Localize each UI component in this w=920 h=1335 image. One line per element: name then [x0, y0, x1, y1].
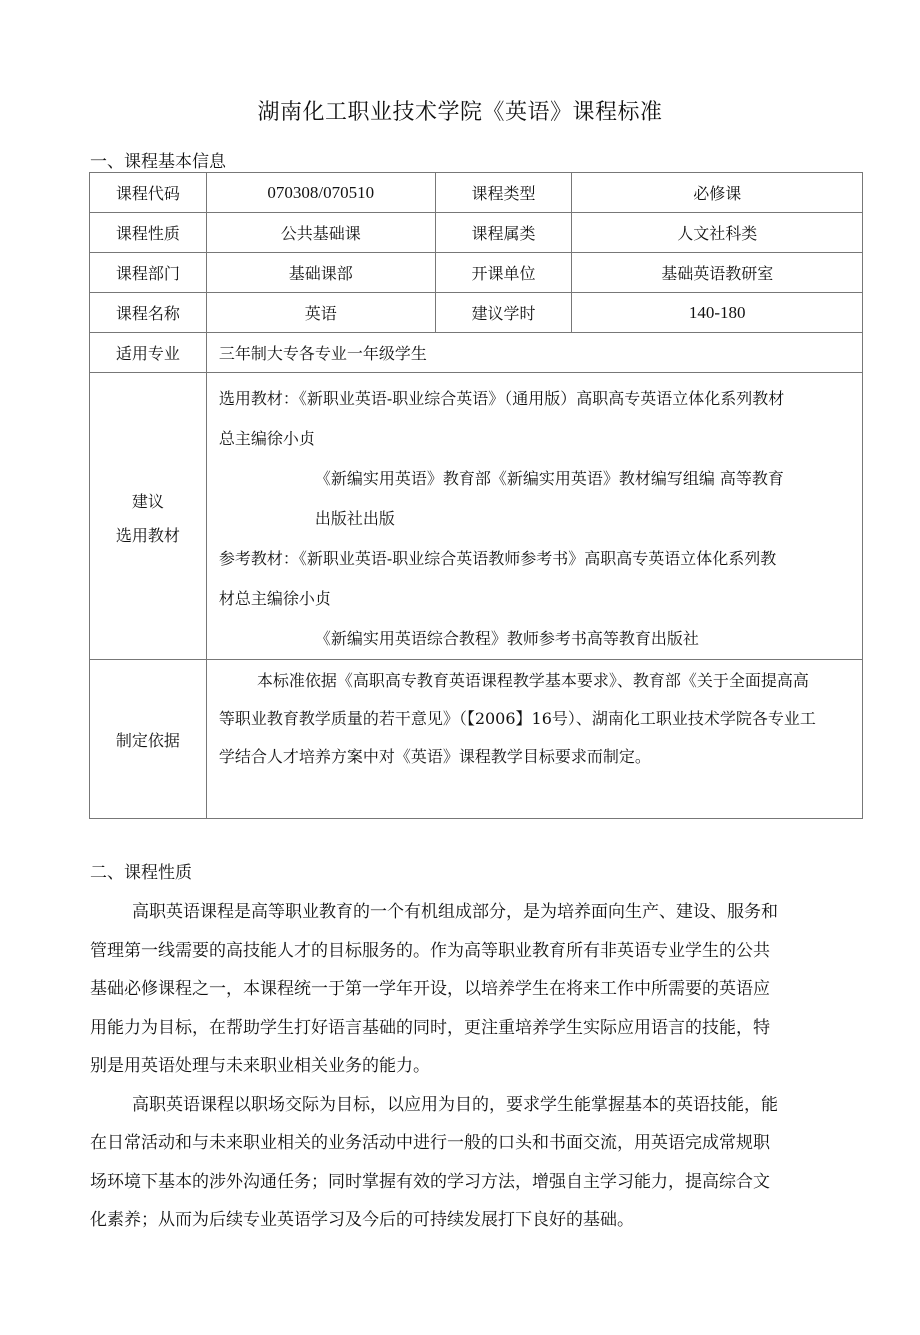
reference-secondary: 《新编实用英语综合教程》教师参考书高等教育出版社 — [314, 629, 699, 648]
label-course-department: 课程部门 — [90, 253, 207, 293]
label-course-type: 课程类型 — [435, 173, 572, 213]
label-course-name: 课程名称 — [90, 293, 207, 333]
label-applicable-major: 适用专业 — [90, 333, 207, 373]
label-textbooks-line1: 建议 — [131, 492, 164, 511]
table-row — [90, 293, 863, 333]
label-textbooks-line2: 选用教材 — [115, 526, 180, 545]
label-course-code: 课程代码 — [90, 173, 207, 213]
value-course-code: 070308/070510 — [206, 173, 435, 213]
nature-paragraph-2: 高职英语课程以职场交际为目标，以应用为目的，要求学生能掌握基本的英语技能，能在日常活动和与未来职业相关的业务活动中进行一般的口头和书面交流，用英语完成常规职场环境下基本的涉外沟通任务；同时掌握有效的学习方法，增强自主学习能力，提高综合文化素养；从而为后续专业英语学习及今后的可持续发展打下良好的基础。 — [90, 1094, 778, 1230]
course-nature-body — [90, 893, 785, 1240]
table-row — [90, 660, 863, 819]
textbook-primary: 选用教材：《新职业英语-职业综合英语》（通用版）高职高专英语立体化系列教材总主编徐小贞 — [218, 389, 785, 448]
course-info-table — [89, 172, 863, 819]
label-suggested-hours: 建议学时 — [435, 293, 572, 333]
section-heading-basic-info: 一、课程基本信息 — [90, 152, 226, 172]
label-basis: 制定依据 — [90, 660, 207, 819]
value-applicable-major: 三年制大专各专业一年级学生 — [206, 333, 862, 373]
textbook-secondary: 《新编实用英语》教育部《新编实用英语》教材编写组编 高等教育出版社出版 — [314, 469, 784, 528]
value-course-nature: 公共基础课 — [206, 213, 435, 253]
nature-paragraph-1: 高职英语课程是高等职业教育的一个有机组成部分，是为培养面向生产、建设、服务和管理第一线需要的高技能人才的目标服务的。作为高等职业教育所有非英语专业学生的公共基础必修课程之一，本课程统一于第一学年开设，以培养学生在将来工作中所需要的英语应用能力为目标，在帮助学生打好语言基础的同时，更注重培养学生实际应用语言的技能，特别是用英语处理与未来职业相关业务的能力。 — [90, 902, 778, 1076]
value-course-type: 必修课 — [572, 173, 863, 213]
table-row — [90, 173, 863, 213]
value-course-department: 基础课部 — [206, 253, 435, 293]
table-row — [90, 333, 863, 373]
value-basis — [206, 660, 862, 819]
value-course-name: 英语 — [206, 293, 435, 333]
label-course-nature: 课程性质 — [90, 213, 207, 253]
basis-text: 本标准依据《高职高专教育英语课程教学基本要求》、教育部《关于全面提高高等职业教育教学质量的若干意见》（【2006】16号）、湖南化工职业技术学院各专业工学结合人才培养方案中对《英语》课程教学目标要求而制定。 — [218, 671, 816, 766]
reference-primary: 参考教材：《新职业英语-职业综合英语教师参考书》高职高专英语立体化系列教材总主编徐小贞 — [218, 549, 777, 608]
value-course-category: 人文社科类 — [572, 213, 863, 253]
table-row — [90, 253, 863, 293]
value-textbooks — [206, 373, 862, 660]
value-suggested-hours: 140-180 — [572, 293, 863, 333]
value-offering-unit: 基础英语教研室 — [572, 253, 863, 293]
label-offering-unit: 开课单位 — [435, 253, 572, 293]
page-title: 湖南化工职业技术学院《英语》课程标准 — [257, 100, 663, 125]
label-textbooks — [90, 373, 207, 660]
table-row — [90, 213, 863, 253]
label-course-category: 课程属类 — [435, 213, 572, 253]
section-heading-course-nature: 二、课程性质 — [90, 863, 192, 883]
table-row — [90, 373, 863, 660]
